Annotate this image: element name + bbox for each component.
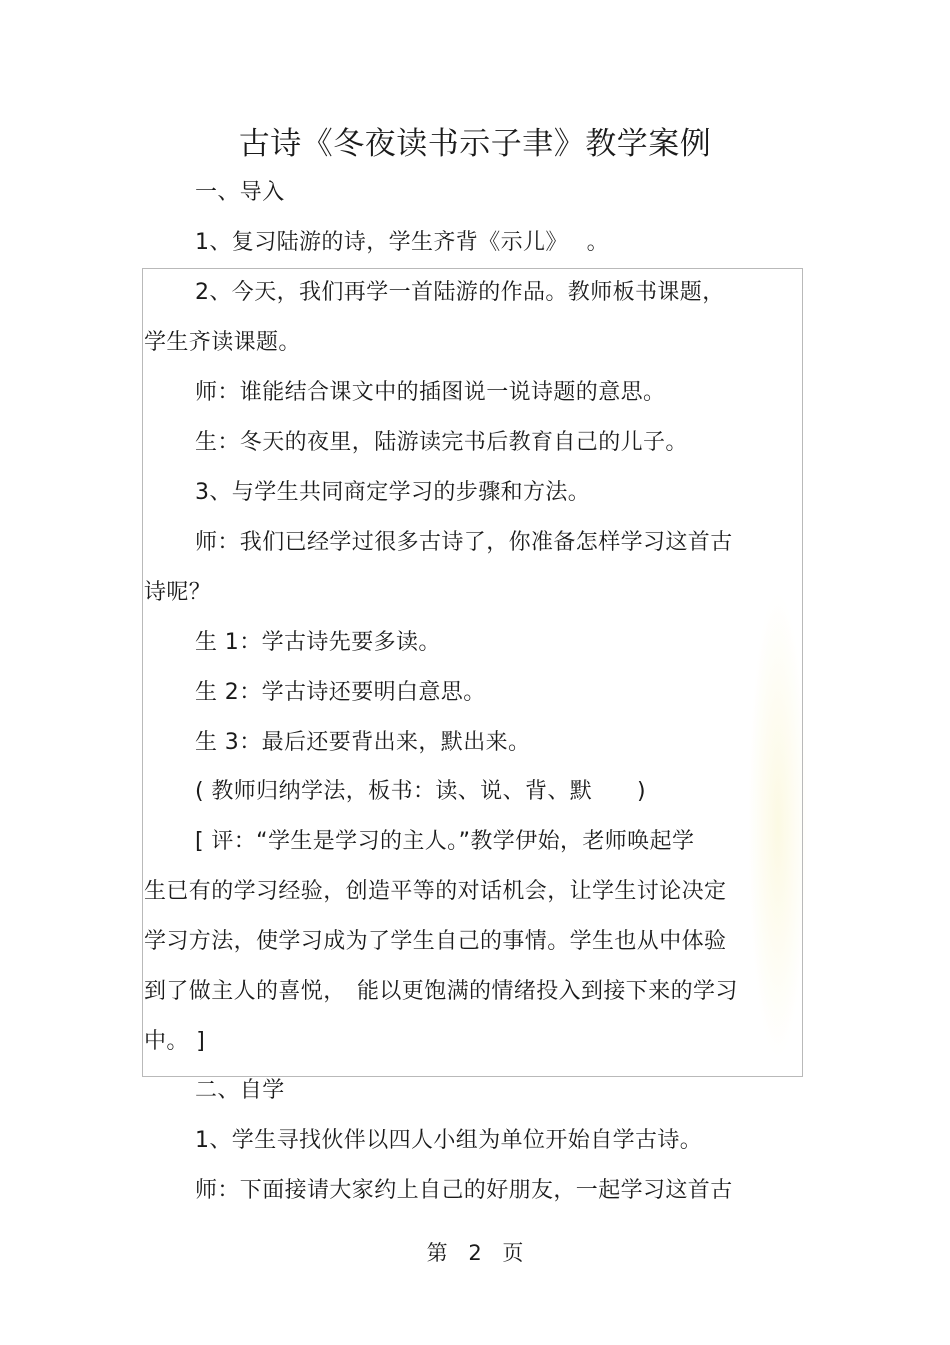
document-title: 古诗《冬夜读书示子聿》教学案例 — [238, 126, 712, 162]
paragraph-line: 2、今天，我们再学一首陆游的作品。教师板书课题， — [195, 280, 725, 305]
note-line: ( 教师归纳学法，板书：读、说、背、默 ) — [195, 779, 646, 804]
comment-line: 学习方法，使学习成为了学生自己的事情。学生也从中体验 — [144, 929, 727, 954]
dialogue-line: 诗呢？ — [144, 580, 212, 605]
paragraph-line: 3、与学生共同商定学习的步骤和方法。 — [195, 480, 591, 505]
page-number: 2 — [468, 1241, 482, 1265]
dialogue-line: 师：我们已经学过很多古诗了，你准备怎样学习这首古 — [195, 530, 733, 555]
footer-suffix: 页 — [502, 1241, 524, 1265]
section-heading-intro: 一、导入 — [195, 180, 285, 205]
comment-line: 生已有的学习经验，创造平等的对话机会，让学生讨论决定 — [144, 879, 727, 904]
dialogue-line: 生 1：学古诗先要多读。 — [195, 630, 441, 655]
footer-prefix: 第 — [426, 1241, 448, 1265]
comment-line: 中。 ] — [144, 1029, 206, 1054]
dialogue-line: 生 2：学古诗还要明白意思。 — [195, 680, 486, 705]
comment-line: [ 评：“学生是学习的主人。”教学伊始，老师唤起学 — [195, 829, 695, 854]
dialogue-line: 生：冬天的夜里，陆游读完书后教育自己的儿子。 — [195, 430, 688, 455]
section-heading-self-study: 二、自学 — [195, 1078, 285, 1103]
comment-line: 到了做主人的喜悦， 能以更饱满的情绪投入到接下来的学习 — [144, 979, 738, 1004]
paragraph-line: 1、复习陆游的诗，学生齐背《示儿》 。 — [195, 230, 609, 255]
paragraph-line: 学生齐读课题。 — [144, 330, 301, 355]
dialogue-line: 师：谁能结合课文中的插图说一说诗题的意思。 — [195, 380, 666, 405]
page-footer — [0, 1238, 950, 1268]
dialogue-line: 师：下面接请大家约上自己的好朋友，一起学习这首古 — [195, 1178, 733, 1203]
dialogue-line: 生 3：最后还要背出来，默出来。 — [195, 730, 531, 755]
paragraph-line: 1、学生寻找伙伴以四人小组为单位开始自学古诗。 — [195, 1128, 703, 1153]
